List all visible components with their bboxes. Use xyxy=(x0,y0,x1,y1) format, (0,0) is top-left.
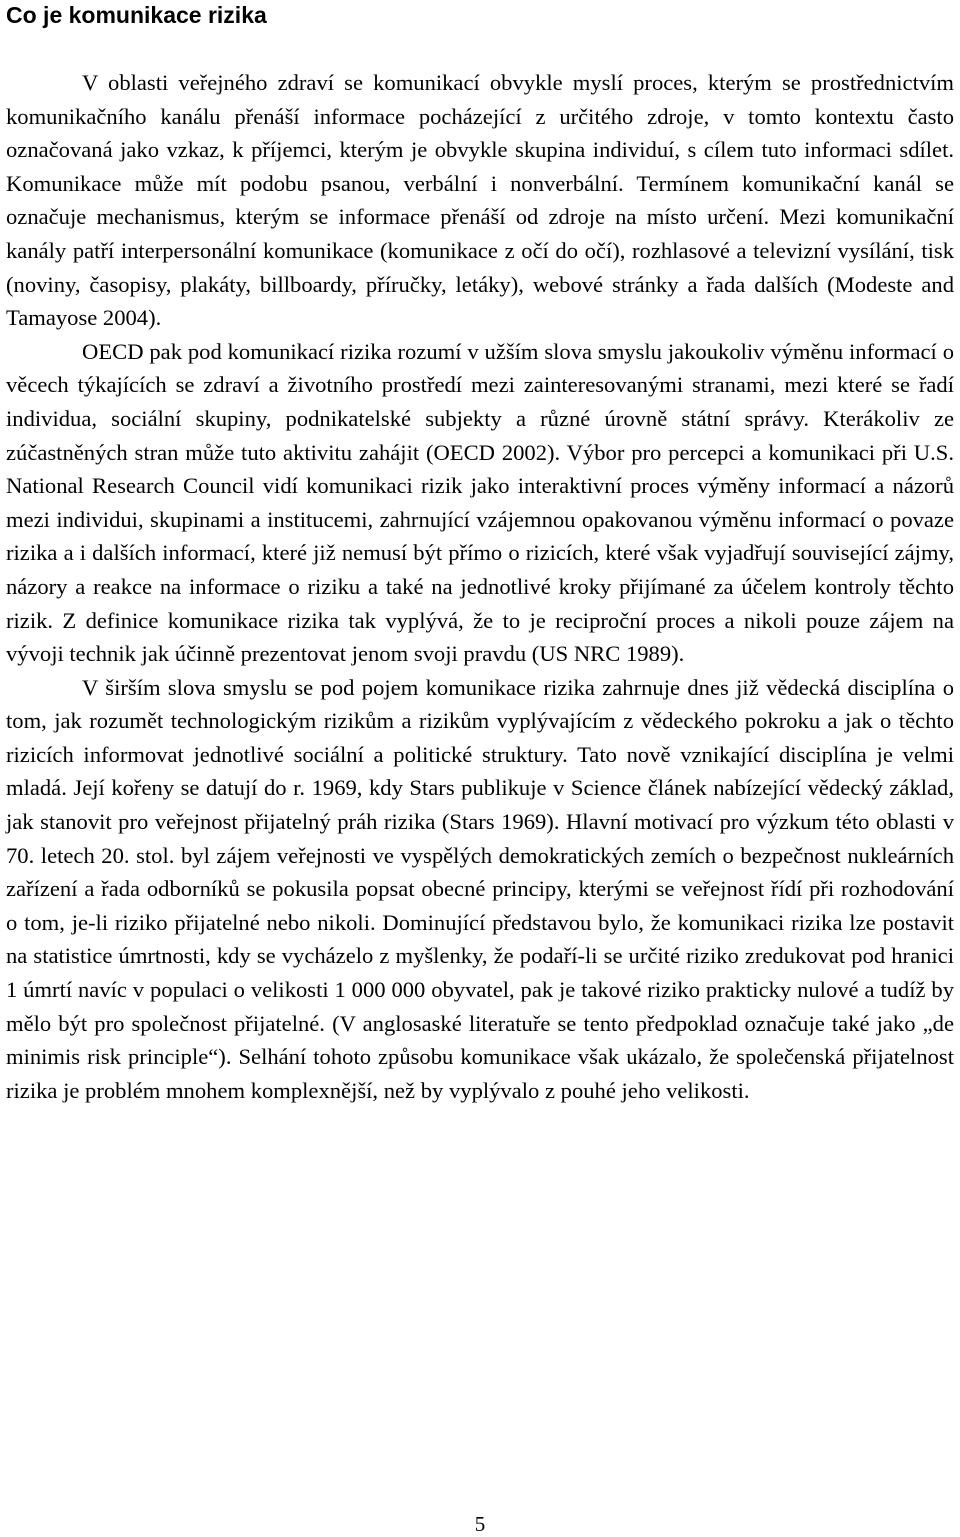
paragraph-3: V širším slova smyslu se pod pojem komunikace rizika zahrnuje dnes již vědecká disciplína o tom, jak rozumět technologickým rizikům a rizikům vyplývajícím z vědeckého pokroku a jak o těchto rizicích informovat jednotlivé sociální a politické struktury. Tato nově vznikající disciplína je velmi mladá. Její kořeny se datují do r. 1969, kdy Stars publikuje v Science článek nabízející vědecký základ, jak stanovit pro veřejnost přijatelný práh rizika (Stars 1969). Hlavní motivací pro výzkum této oblasti v 70. letech 20. stol. byl zájem veřejnosti ve vyspělých demokratických zemích o bezpečnost nukleárních zařízení a řada odborníků se pokusila popsat obecné principy, kterými se veřejnost řídí při rozhodování o tom, je-li riziko přijatelné nebo nikoli. Dominující představou bylo, že komunikaci rizika lze postavit na statistice úmrtnosti, kdy se vycházelo z myšlenky, že podaří-li se určité riziko zredukovat pod hranici 1 úmrtí navíc v populaci o velikosti 1 000 000 obyvatel, pak je takové riziko prakticky nulové a tudíž by mělo být pro společnost přijatelné. (V anglosaské literatuře se tento předpoklad označuje také jako „de minimis risk principle“). Selhání tohoto způsobu komunikace však ukázalo, že společenská přijatelnost rizika je problém mnohem komplexnější, než by vyplývalo z pouhé jeho velikosti. xyxy=(6,674,954,1103)
document-page xyxy=(6,0,954,1107)
page-number: 5 xyxy=(474,1512,486,1536)
section-heading: Co je komunikace rizika xyxy=(6,2,267,28)
paragraph-2: OECD pak pod komunikací rizika rozumí v užším slova smyslu jakoukoliv výměnu informací o věcech týkajících se zdraví a životního prostředí mezi zainteresovanými stranami, mezi které se řadí individua, sociální skupiny, podnikatelské subjekty a různé úrovně státní správy. Kterákoliv ze zúčastněných stran může tuto aktivitu zahájit (OECD 2002). Výbor pro percepci a komunikaci při U.S. National Research Council vidí komunikaci rizik jako interaktivní proces výměny informací a názorů mezi individui, skupinami a institucemi, zahrnující vzájemnou opakovanou výměnu informací o povaze rizika a i dalších informací, které již nemusí být přímo o rizicích, které však vyjadřují související zájmy, názory a reakce na informace o riziku a také na jednotlivé kroky přijímané za účelem kontroly těchto rizik. Z definice komunikace rizika tak vyplývá, že to je reciproční proces a nikoli pouze zájem na vývoji technik jak účinně prezentovat jenom svoji pravdu (US NRC 1989). xyxy=(6,338,954,667)
paragraph-1: V oblasti veřejného zdraví se komunikací obvykle myslí proces, kterým se prostřednictvím komunikačního kanálu přenáší informace pocházející z určitého zdroje, v tomto kontextu často označovaná jako vzkaz, k příjemci, kterým je obvykle skupina individuí, s cílem tuto informaci sdílet. Komunikace může mít podobu psanou, verbální i nonverbální. Termínem komunikační kanál se označuje mechanismus, kterým se informace přenáší od zdroje na místo určení. Mezi komunikační kanály patří interpersonální komunikace (komunikace z očí do očí), rozhlasové a televizní vysílání, tisk (noviny, časopisy, plakáty, billboardy, příručky, letáky), webové stránky a řada dalších (Modeste and Tamayose 2004). xyxy=(6,70,954,331)
body-text xyxy=(6,66,954,1107)
